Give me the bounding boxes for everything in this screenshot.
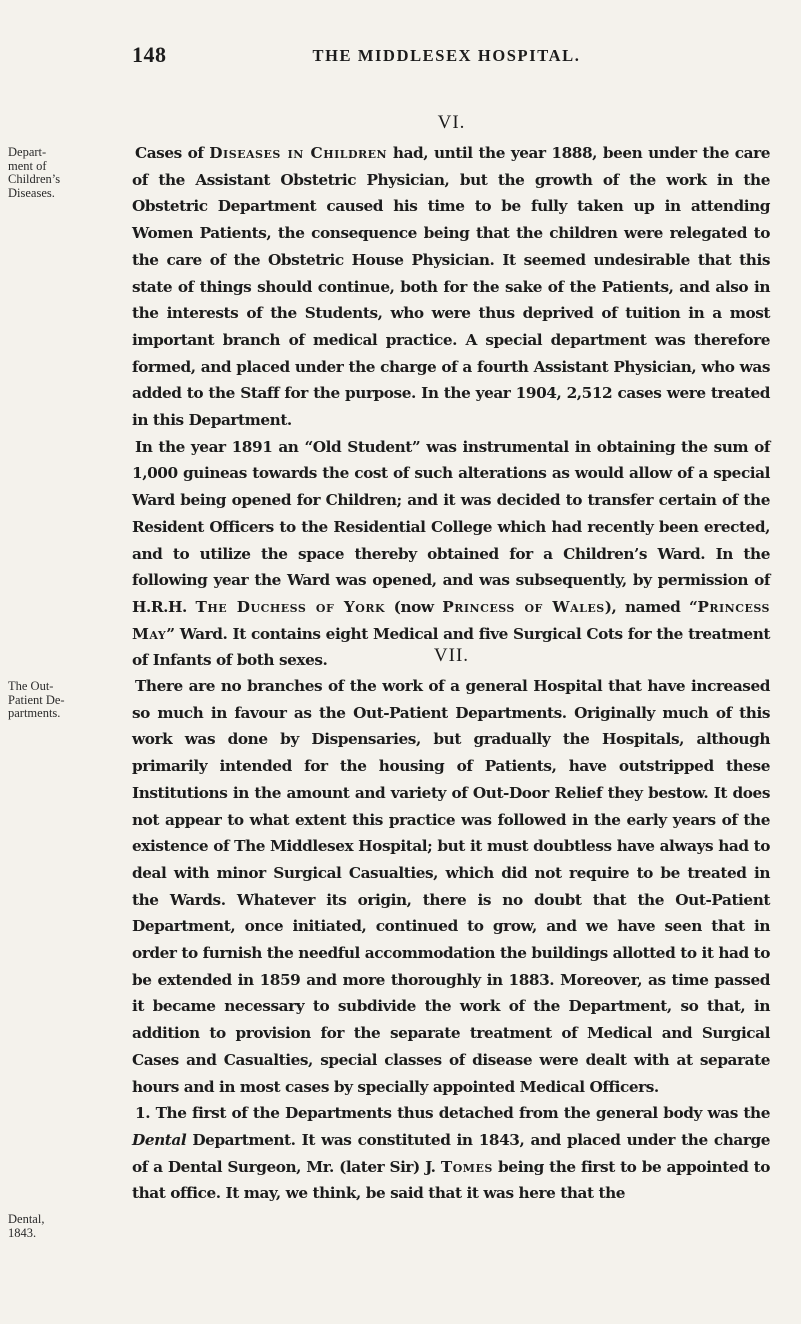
- paragraph: 1. The first of the Departments thus detached from the general body was the Dental Department. It was constituted in 1843, and placed under the charge of a Dental Surgeon, Mr. (later Sir) J. Tomes being the first to be appointed to that office. It may, we think, be said that it was here that the: [132, 1104, 770, 1203]
- marginal-note-text: The Out- Patient De- partments.: [8, 679, 65, 720]
- small-caps-text: Princess of Wales: [442, 597, 605, 616]
- section-vi-body: [132, 140, 770, 674]
- small-caps-text: The Duchess of York: [195, 597, 386, 616]
- small-caps-text: Tomes: [440, 1157, 493, 1176]
- section-heading-vi: VI.: [437, 112, 466, 133]
- paragraph: There are no branches of the work of a general Hospital that have increased so much in favour as the Out-Patient Departments. Originally much of this work was done by Dispensaries, but gradually the Hospitals, although primarily intended for the housing of Patients, have outstripped these Institutions in the amount and variety of Out-Door Relief they bestow. It does not appear to what extent this practice was followed in the early years of the existence of The Middlesex Hospital; but it must doubtless have always had to deal with minor Surgical Casualties, which did not require to be treated in the Wards. Whatever its origin, there is no doubt that the Out-Patient Department, once initiated, continued to grow, and we have seen that in order to furnish the needful accommodation the buildings allotted to it had to be extended in 1859 and more thoroughly in 1883. Moreover, as time passed it became necessary to subdivide the work of the Department, so that, in addition to provision for the separate treatment of Medical and Surgical Cases and Casualties, special classes of disease were dealt with at separate hours and in most cases by specially appointed Medical Officers.: [132, 677, 770, 1096]
- marginal-note-text: Dental, 1843.: [8, 1212, 45, 1240]
- italic-text: Dental: [132, 1130, 187, 1149]
- marginal-note-dental: [8, 1213, 126, 1240]
- section-vii-body: [132, 673, 770, 1207]
- running-title: THE MIDDLESEX HOSPITAL.: [312, 46, 581, 65]
- small-caps-text: Diseases in Children: [209, 144, 388, 162]
- marginal-note-out-patient: [8, 680, 126, 721]
- page-number: 148: [132, 42, 167, 67]
- running-head: [132, 42, 761, 72]
- section-heading-vii: VII.: [433, 645, 470, 666]
- paragraph: Cases of Diseases in Children had, until the year 1888, been under the care of the Assistant Obstetric Physician, but the growth of the work in the Obstetric Department caused his time to be fully taken up in attending Women Patients, the consequence being that the children were relegated to the care of the Obstetric House Physician. It seemed undesirable that this state of things should continue, both for the sake of the Patients, and also in the interests of the Students, who were thus deprived of tuition in a most important branch of medical practice. A special department was therefore formed, and placed under the charge of a fourth Assistant Physician, who was added to the Staff for the purpose. In the year 1904, 2,512 cases were treated in this Department.: [132, 144, 771, 430]
- small-caps-text: Princess May: [132, 597, 770, 643]
- marginal-note-childrens-diseases: [8, 146, 126, 200]
- marginal-note-text: Depart- ment of Children’s Diseases.: [8, 145, 61, 200]
- paragraph: In the year 1891 an “Old Student” was instrumental in obtaining the sum of 1,000 guineas towards the cost of such alterations as would allow of a special Ward being opened for Children; and it was decided to transfer certain of the Resident Officers to the Residential College which had recently been erected, and to utilize the space thereby obtained for a Children’s Ward. In the following year the Ward was opened, and was subsequently, by permission of H.R.H. The Duchess of York (now Princess of Wales), named “Princess May” Ward. It contains eight Medical and five Surgical Cots for the treatment of Infants of both sexes.: [132, 437, 770, 670]
